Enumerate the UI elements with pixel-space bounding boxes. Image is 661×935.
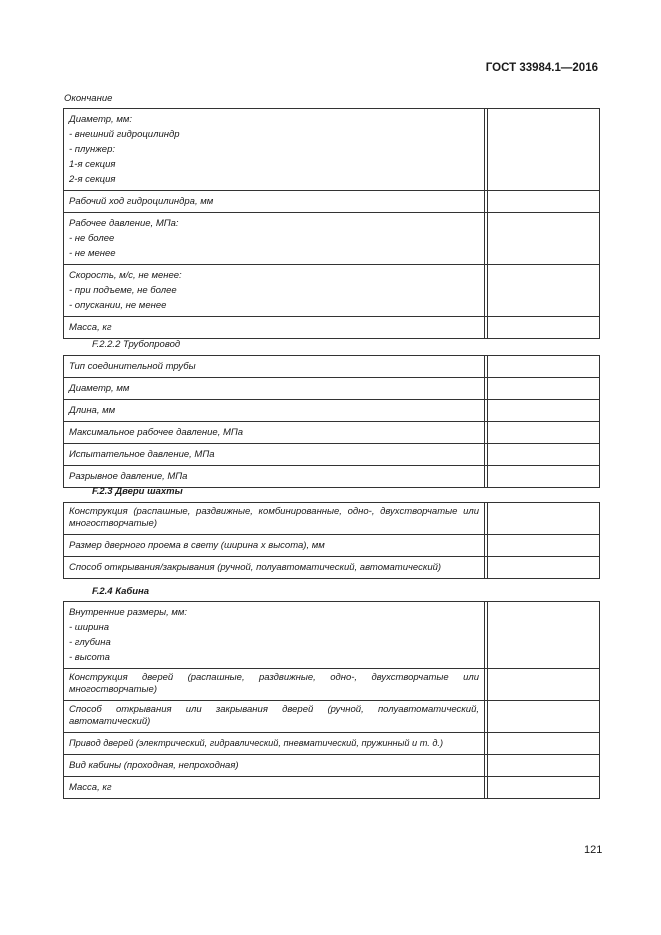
table-cell-label xyxy=(64,317,485,339)
row-line: Рабочий ход гидроцилиндра, мм xyxy=(69,196,214,207)
table-row xyxy=(64,503,600,535)
page-number: 121 xyxy=(584,844,603,856)
table-cell-value xyxy=(485,356,600,378)
row-line: Рабочее давление, МПа: xyxy=(69,218,179,229)
row-line: - глубина xyxy=(69,637,111,648)
table-cell-value xyxy=(485,109,600,191)
table-row xyxy=(64,701,600,733)
section-caption-pipeline: F.2.2.2 Трубопровод xyxy=(92,339,181,350)
table-row xyxy=(64,356,600,378)
table-cell-label: Привод дверей (электрический, гидравлический, пневматический, пружинный и т. д.) xyxy=(64,733,485,755)
table-cell-label xyxy=(64,602,485,669)
table-cell-value xyxy=(485,466,600,488)
row-line: - опускании, не менее xyxy=(69,300,167,311)
row-line: - ширина xyxy=(69,622,110,633)
table-row xyxy=(64,602,600,669)
table-row xyxy=(64,777,600,799)
table-cell-label: Размер дверного проема в свету (ширина х высота), мм xyxy=(64,535,485,557)
table-cell-label: Разрывное давление, МПа xyxy=(64,466,485,488)
table-cabin xyxy=(63,601,600,799)
row-line: Диаметр, мм: xyxy=(69,114,132,125)
table-cell-value xyxy=(485,400,600,422)
row-line: Скорость, м/с, не менее: xyxy=(69,270,182,281)
table-pipeline xyxy=(63,355,600,488)
document-standard-header: ГОСТ 33984.1—2016 xyxy=(485,62,598,74)
table-cell-label: Способ открывания/закрывания (ручной, полуавтоматический, автоматический) xyxy=(64,557,485,579)
table-row xyxy=(64,422,600,444)
table-cell-label: Вид кабины (проходная, непроходная) xyxy=(64,755,485,777)
table-cell-label: Конструкция (распашные, раздвижные, комбинированные, одно-, двухстворчатые или многостворчатые) xyxy=(64,503,485,535)
table-row xyxy=(64,109,600,191)
table-row xyxy=(64,444,600,466)
continuation-label: Окончание xyxy=(64,93,113,104)
table-cell-value xyxy=(485,777,600,799)
row-line: 1-я секция xyxy=(69,159,116,170)
table-row xyxy=(64,466,600,488)
table-cell-value xyxy=(485,317,600,339)
table-cell-value xyxy=(485,669,600,701)
table-cell-label: Диаметр, мм xyxy=(64,378,485,400)
row-line: Внутренние размеры, мм: xyxy=(69,607,188,618)
table-cell-label: Тип соединительной трубы xyxy=(64,356,485,378)
table-row xyxy=(64,755,600,777)
table-row xyxy=(64,400,600,422)
row-line: - высота xyxy=(69,652,110,663)
table-cell-value xyxy=(485,503,600,535)
table-cell-value xyxy=(485,444,600,466)
table-cell-label: Длина, мм xyxy=(64,400,485,422)
table-cell-label xyxy=(64,213,485,265)
row-line: 2-я секция xyxy=(69,174,116,185)
row-line: Масса, кг xyxy=(69,322,112,333)
table-row xyxy=(64,265,600,317)
table-cell-value xyxy=(485,378,600,400)
table-cell-label xyxy=(64,191,485,213)
table-row xyxy=(64,213,600,265)
table-cell-value xyxy=(485,755,600,777)
table-row xyxy=(64,733,600,755)
table-row xyxy=(64,535,600,557)
table-row xyxy=(64,557,600,579)
table-cell-label: Способ открывания или закрывания дверей (ручной, полуавтоматический, автоматический) xyxy=(64,701,485,733)
table-cell-value xyxy=(485,701,600,733)
row-line: - плунжер: xyxy=(69,144,116,155)
table-cell-label: Масса, кг xyxy=(64,777,485,799)
table-cell-value xyxy=(485,733,600,755)
section-caption-shaft-doors: F.2.3 Двери шахты xyxy=(92,486,183,497)
table-cell-label: Конструкция дверей (распашные, раздвижные, одно-, двухстворчатые или многостворчатые) xyxy=(64,669,485,701)
table-cell-label xyxy=(64,265,485,317)
row-line: - при подъеме, не более xyxy=(69,285,177,296)
table-row xyxy=(64,191,600,213)
table-row xyxy=(64,378,600,400)
row-line: - не менее xyxy=(69,248,116,259)
row-line: - внешний гидроцилиндр xyxy=(69,129,180,140)
table-row xyxy=(64,317,600,339)
table-cell-value xyxy=(485,422,600,444)
table-cell-label xyxy=(64,109,485,191)
table-cell-value xyxy=(485,213,600,265)
table-cell-label: Максимальное рабочее давление, МПа xyxy=(64,422,485,444)
table-cell-value xyxy=(485,191,600,213)
table-shaft-doors xyxy=(63,502,600,579)
table-cell-label: Испытательное давление, МПа xyxy=(64,444,485,466)
table-row xyxy=(64,669,600,701)
row-line: - не более xyxy=(69,233,115,244)
table-cell-value xyxy=(485,265,600,317)
table-cell-value xyxy=(485,557,600,579)
table-cell-value xyxy=(485,535,600,557)
table-cell-value xyxy=(485,602,600,669)
section-caption-cabin: F.2.4 Кабина xyxy=(92,586,150,597)
table-cylinder-params xyxy=(63,108,600,339)
